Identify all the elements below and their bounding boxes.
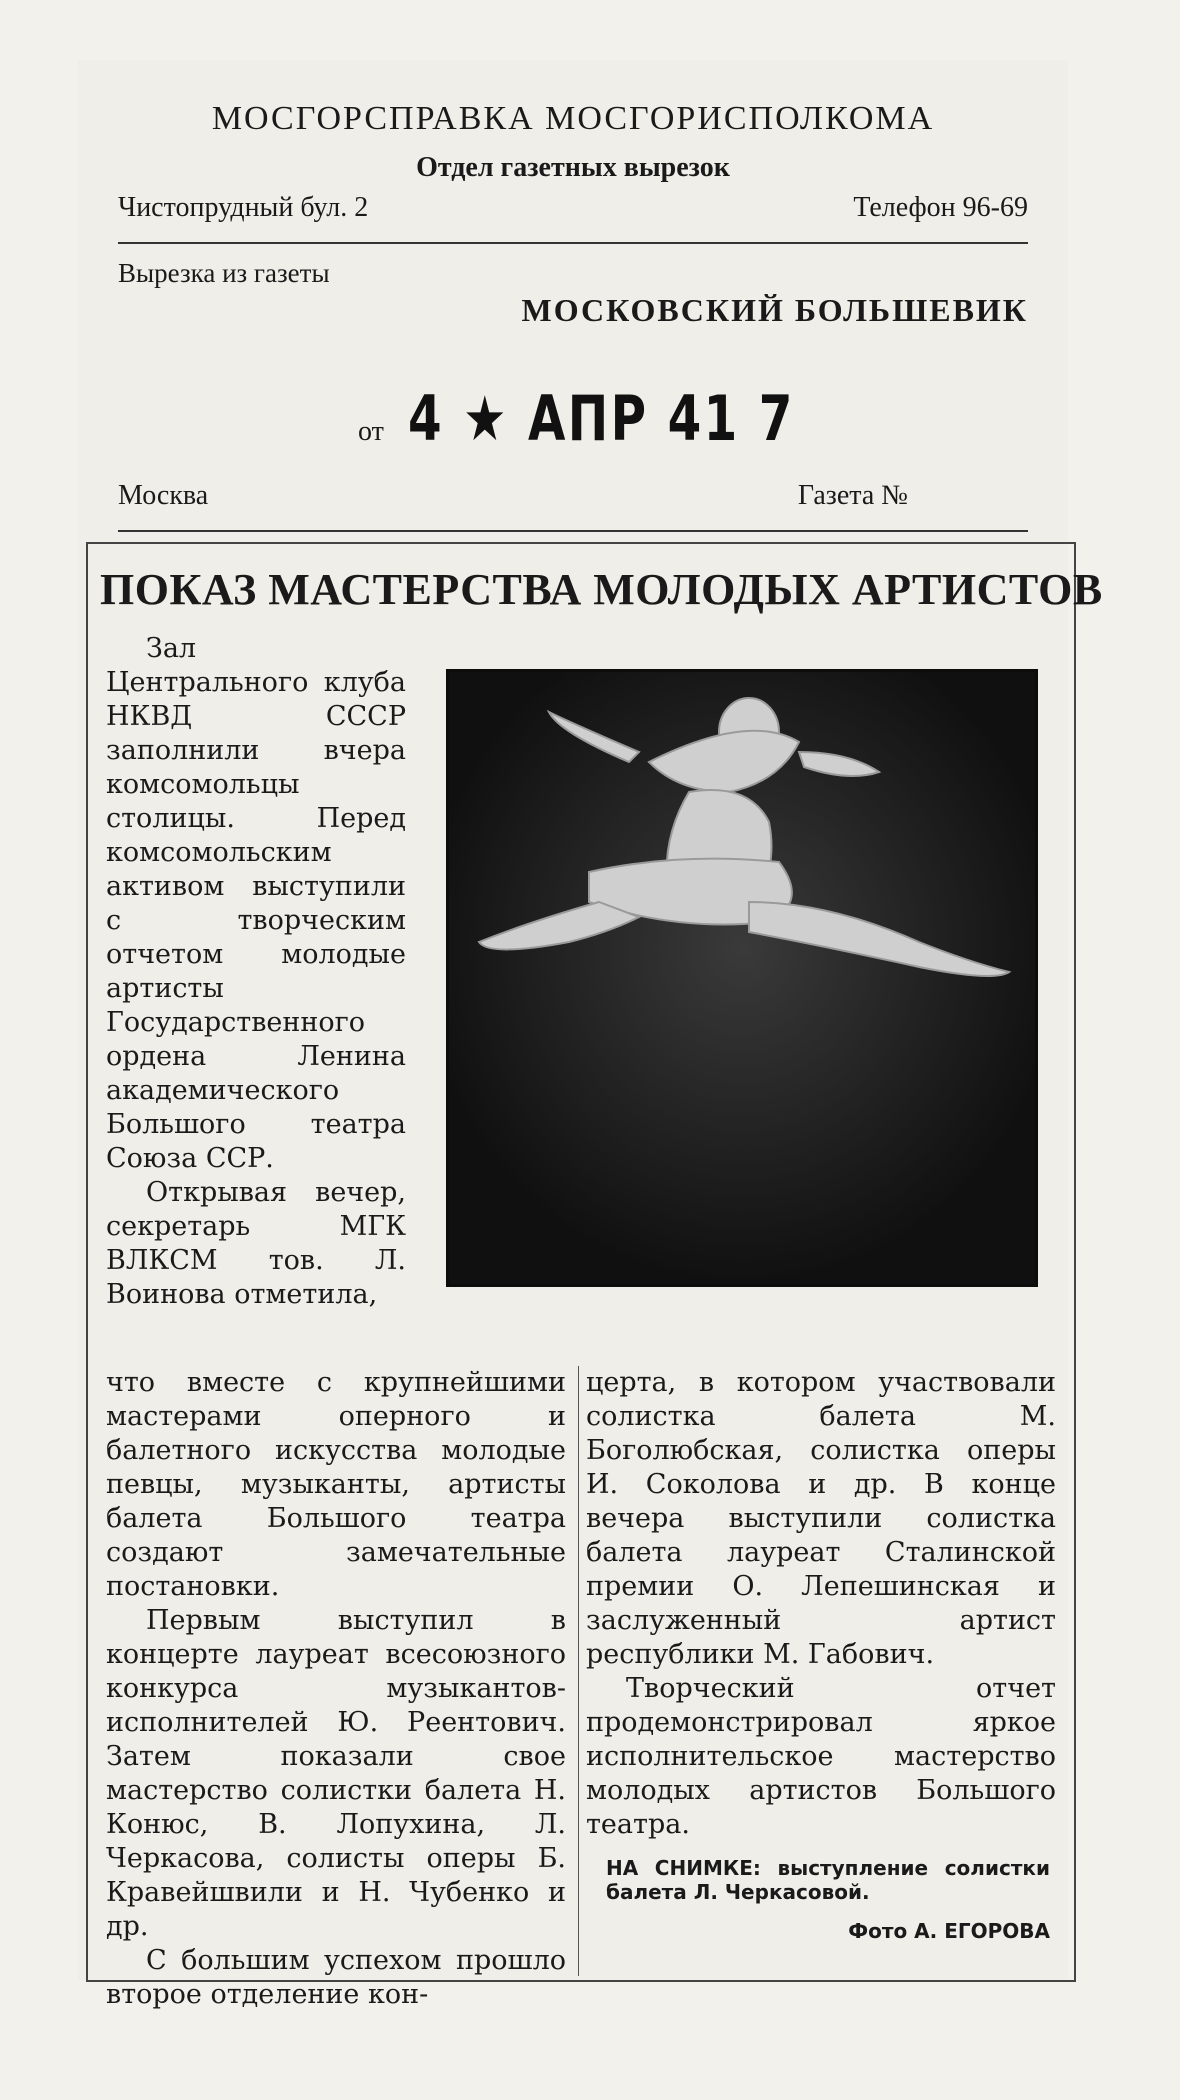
agency-name: МОСГОРСПРАВКА МОСГОРИСПОЛКОМА — [211, 100, 935, 137]
divider — [118, 530, 1028, 532]
phone: Телефон 96-69 — [853, 192, 1028, 223]
clipping-from-label: Вырезка из газеты — [118, 258, 330, 288]
paragraph: Открывая вечер, секретарь МГК ВЛКСМ тов. Л. Воинова отметила, — [106, 1177, 406, 1310]
date-prefix: от — [358, 416, 384, 447]
address: Чистопрудный бул. 2 — [118, 192, 369, 223]
paragraph: Зал Центрального клуба НКВД СССР заполнили вчера комсомольцы столицы. Перед комсомольским активом выступили с творческим отчетом молодые артисты Государственного ордена Ленина академического Большого театра Союза ССР. — [106, 633, 406, 1174]
article-column-3 — [586, 1366, 1056, 1948]
ballerina-photo — [446, 669, 1038, 1287]
divider — [118, 242, 1028, 244]
address-row — [118, 192, 1028, 224]
paragraph: Творческий отчет продемонстрировал яркое исполнительское мастерство молодых артистов Большого театра. — [586, 1673, 1056, 1840]
department-name: Отдел газетных вырезок — [416, 152, 730, 183]
issue-label: Газета № — [797, 480, 908, 511]
photo-caption: НА СНИМКЕ: выступление солистки балета Л. Черкасовой. — [606, 1856, 1050, 1904]
article — [86, 542, 1103, 2010]
paragraph: что вместе с крупнейшими мастерами оперного и балетного искусства молодые певцы, музыканты, артисты балета Большого театра создают замечательные постановки. — [106, 1367, 566, 1602]
ballerina-photo-image — [449, 672, 1035, 1284]
city-row — [118, 480, 1028, 512]
article-column-1 — [106, 632, 406, 1312]
newspaper-clipping — [78, 60, 1103, 2010]
paragraph: Первым выступил в концерте лауреат всесоюзного конкурса музыкантов-исполнителей Ю. Реентович. Затем показали свое мастерство солистки балета Н. Конюс, В. Лопухина, Л. Черкасова, солисты оперы Б. Кравейшвили и Н. Чубенко и др. — [106, 1605, 566, 1942]
paragraph: церта, в котором участвовали солистка балета М. Боголюбская, солистка оперы И. Соколова и др. В конце вечера выступили солистка балета лауреат Сталинской премии О. Лепешинская и заслуженный артист республики М. Габович. — [586, 1367, 1056, 1670]
article-headline: ПОКАЗ МАСТЕРСТВА МОЛОДЫХ АРТИСТОВ — [100, 565, 1103, 614]
paragraph: С большим успехом прошло второе отделение кон- — [106, 1945, 566, 2010]
photo-credit: Фото А. ЕГОРОВА — [848, 1919, 1050, 1943]
date-row — [358, 382, 904, 455]
newspaper-name: МОСКОВСКИЙ БОЛЬШЕВИК — [521, 292, 1028, 328]
city: Москва — [118, 480, 209, 511]
date-stamp: 4 ★ АПР 41 7 — [407, 382, 795, 455]
article-column-2 — [106, 1366, 579, 2010]
